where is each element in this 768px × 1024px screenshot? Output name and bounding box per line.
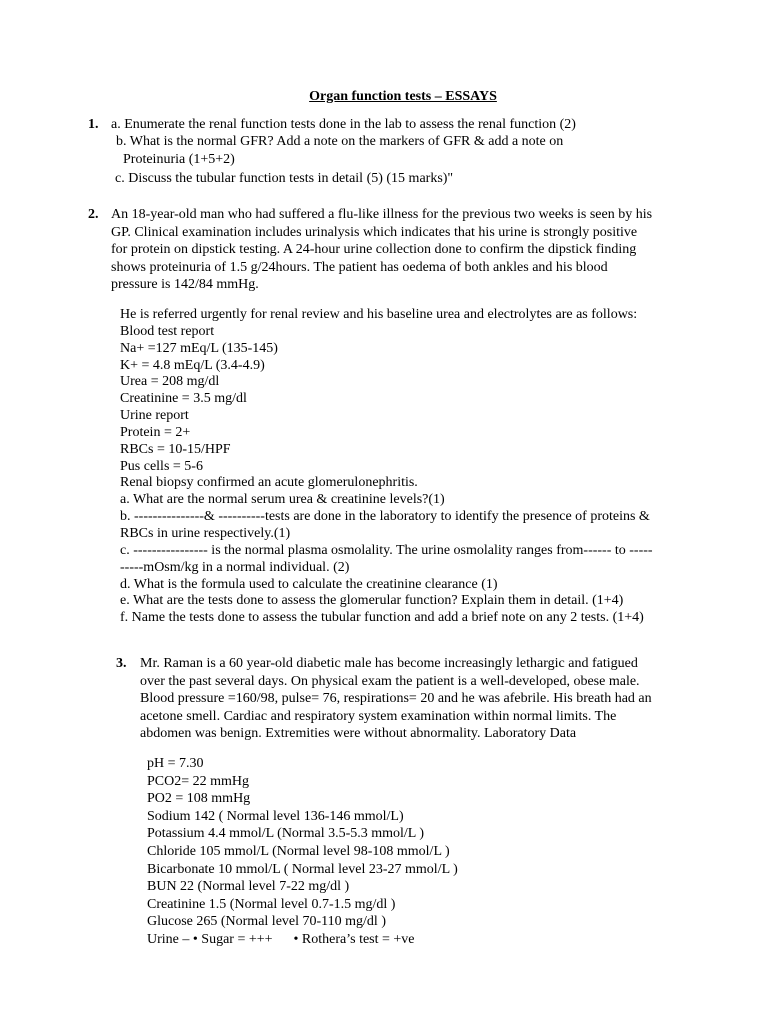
question-1-number: 1. [88,117,99,132]
q2-line: RBCs in urine respectively.(1) [120,525,291,541]
q2-line: e. What are the tests done to assess the glomerular function? Explain them in detail. (1+4) [120,593,624,609]
q2-line: Pus cells = 5-6 [120,458,203,474]
q3-lab-line: BUN 22 (Normal level 7-22 mg/dl ) [147,879,350,895]
q2-stem-line: shows proteinuria of 1.5 g/24hours. The patient has oedema of both ankles and his blood [111,259,608,275]
q3-stem-line: acetone smell. Cardiac and respiratory system examination within normal limits. The [140,708,617,724]
q2-line: Renal biopsy confirmed an acute glomerulonephritis. [120,475,418,491]
q1-part-c: c. Discuss the tubular function tests in detail (5) (15 marks)" [115,171,454,186]
q1-part-a: a. Enumerate the renal function tests done in the lab to assess the renal function (2) [111,117,576,132]
q2-stem-line: pressure is 142/84 mmHg. [111,277,259,292]
q2-line: b. ---------------& ----------tests are done in the laboratory to identify the presence of proteins & [120,509,650,525]
q3-stem-line: abdomen was benign. Extremities were without abnormality. Laboratory Data [140,726,577,741]
q2-stem-line: An 18-year-old man who had suffered a flu-like illness for the previous two weeks is seen by his [111,207,653,222]
q3-stem [140,655,652,743]
q3-stem-line: Mr. Raman is a 60 year-old diabetic male has become increasingly lethargic and fatigued [140,656,638,671]
q2-line: f. Name the tests done to assess the tubular function and add a brief note on any 2 tests. (1+4) [120,610,644,626]
q2-line: Protein = 2+ [120,424,191,440]
q2-line: K+ = 4.8 mEq/L (3.4-4.9) [120,357,265,373]
q2-line: d. What is the formula used to calculate the creatinine clearance (1) [120,576,498,592]
q3-lab-line: Sodium 142 ( Normal level 136-146 mmol/L) [147,808,404,824]
q2-line: Blood test report [120,323,215,339]
q3-lab-line: Chloride 105 mmol/L (Normal level 98-108 mmol/L ) [147,843,450,859]
q3-lab-line: Creatinine 1.5 (Normal level 0.7-1.5 mg/dl ) [147,896,396,912]
question-3-number: 3. [116,656,127,671]
q2-line: Urea = 208 mg/dl [120,374,220,390]
q1-part-b: b. What is the normal GFR? Add a note on the markers of GFR & add a note on [116,134,564,149]
q1-part-b-continued: Proteinuria (1+5+2) [123,152,235,167]
q2-stem [111,206,652,294]
q2-line: Creatinine = 3.5 mg/dl [120,391,247,407]
q3-lab-line: pH = 7.30 [147,756,204,771]
q3-lab-line: Glucose 265 (Normal level 70-110 mg/dl ) [147,914,386,930]
q2-line: Urine report [120,408,189,424]
q2-stem-line: for protein on dipstick testing. A 24-hour urine collection done to confirm the dipstick finding [111,242,637,257]
q2-stem-line: GP. Clinical examination includes urinalysis which indicates that his urine is strongly positive [111,224,638,240]
q2-line: -----mOsm/kg in a normal individual. (2) [120,559,350,575]
q2-line: He is referred urgently for renal review and his baseline urea and electrolytes are as follows: [120,307,638,322]
q3-lab-line: Urine – • Sugar = +++ • Rothera’s test = +ve [147,931,415,947]
q2-line: c. ---------------- is the normal plasma osmolality. The urine osmolality ranges from------ to ----- [120,542,653,558]
page-title: Organ function tests – ESSAYS [309,89,497,104]
q2-report [120,307,653,627]
q3-lab-data [147,755,458,949]
q3-lab-line: PCO2= 22 mmHg [147,773,250,789]
q3-lab-line: PO2 = 108 mmHg [147,791,251,807]
q2-line: RBCs = 10-15/HPF [120,441,231,457]
q2-line: Na+ =127 mEq/L (135-145) [120,340,278,356]
q2-line: a. What are the normal serum urea & creatinine levels?(1) [120,492,445,508]
q3-lab-line: Potassium 4.4 mmol/L (Normal 3.5-5.3 mmol/L ) [147,826,424,842]
q3-lab-line: Bicarbonate 10 mmol/L ( Normal level 23-27 mmol/L ) [147,861,458,877]
question-2-number: 2. [88,207,99,222]
q3-stem-line: Blood pressure =160/98, pulse= 76, respirations= 20 and he was afebrile. His breath had an [140,691,652,706]
q3-stem-line: over the past several days. On physical exam the patient is a well-developed, obese male. [140,673,640,689]
